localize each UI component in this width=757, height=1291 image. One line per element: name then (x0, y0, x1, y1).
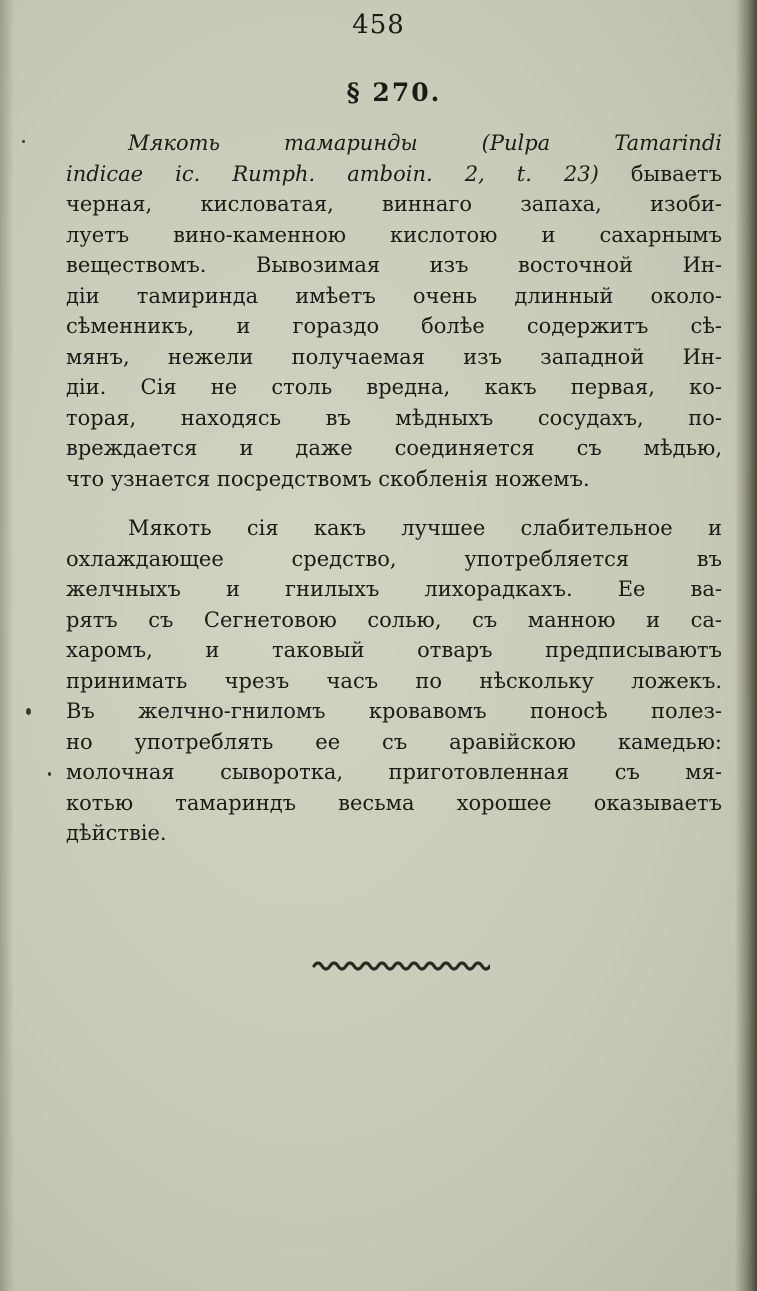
book-spine-shadow (735, 0, 757, 1291)
section-heading: § 270. (346, 78, 442, 107)
text-line: рятъ съ Сегнетовою солью, съ манною и са- (66, 607, 722, 632)
text-line: харомъ, и таковый отваръ предписываютъ (66, 638, 722, 662)
text-line: діи. Сія не столь вредна, какъ первая, ко- (66, 375, 722, 399)
text-line: торая, находясь въ мѣдныхъ сосудахъ, по- (66, 405, 722, 430)
text-line: охлаждающее средство, употребляется въ (66, 546, 722, 571)
paper-speck (22, 140, 25, 143)
text-line: котью тамариндъ весьма хорошее оказываетъ (66, 790, 722, 815)
page-left-edge-shadow (0, 0, 14, 1291)
text-line: вреждается и даже соединяется съ мѣдью, (66, 436, 722, 460)
text-line: луетъ вино-каменною кислотою и сахарнымъ (66, 222, 722, 247)
text-line: принимать чрезъ часъ по нѣскольку ложекъ. (66, 668, 722, 693)
text-line: Въ желчно-гниломъ кровавомъ поносѣ полез- (66, 699, 722, 723)
text-line: дѣйствіе. (66, 821, 167, 845)
text-line: но употреблять ее съ аравійскою камедью: (66, 729, 722, 754)
text-line: желчныхъ и гнилыхъ лихорадкахъ. Ее ва- (66, 577, 722, 601)
paper-speck (26, 708, 31, 715)
text-line: что узнается посредствомъ скобленія ножемъ. (66, 466, 590, 491)
paragraph-tamarind-description (66, 128, 722, 494)
text-line: сѣменникъ, и гораздо болѣе содержитъ сѣ- (66, 314, 722, 338)
text-line: Мякоть тамаринды (Pulpa Tamarindi (128, 131, 722, 155)
text-line: веществомъ. Вывозимая изъ восточной Ин- (66, 253, 722, 277)
paper-speck (48, 772, 51, 776)
text-line: Мякоть сія какъ лучшее слабительное и (128, 516, 722, 540)
text-line: черная, кисловатая, виннаго запаха, изоби- (66, 192, 722, 216)
paragraph-tamarind-usage (66, 513, 722, 849)
text-line: молочная сыворотка, приготовленная съ мя- (66, 760, 722, 784)
text-line: indicae ic. Rumph. amboin. 2, t. 23) бываетъ (66, 161, 722, 186)
page-number: 458 (352, 10, 405, 40)
text-line: діи тамиринда имѣетъ очень длинный около- (66, 283, 722, 308)
text-line: мянъ, нежели получаемая изъ западной Ин- (66, 344, 722, 369)
ornament-divider (312, 957, 490, 975)
